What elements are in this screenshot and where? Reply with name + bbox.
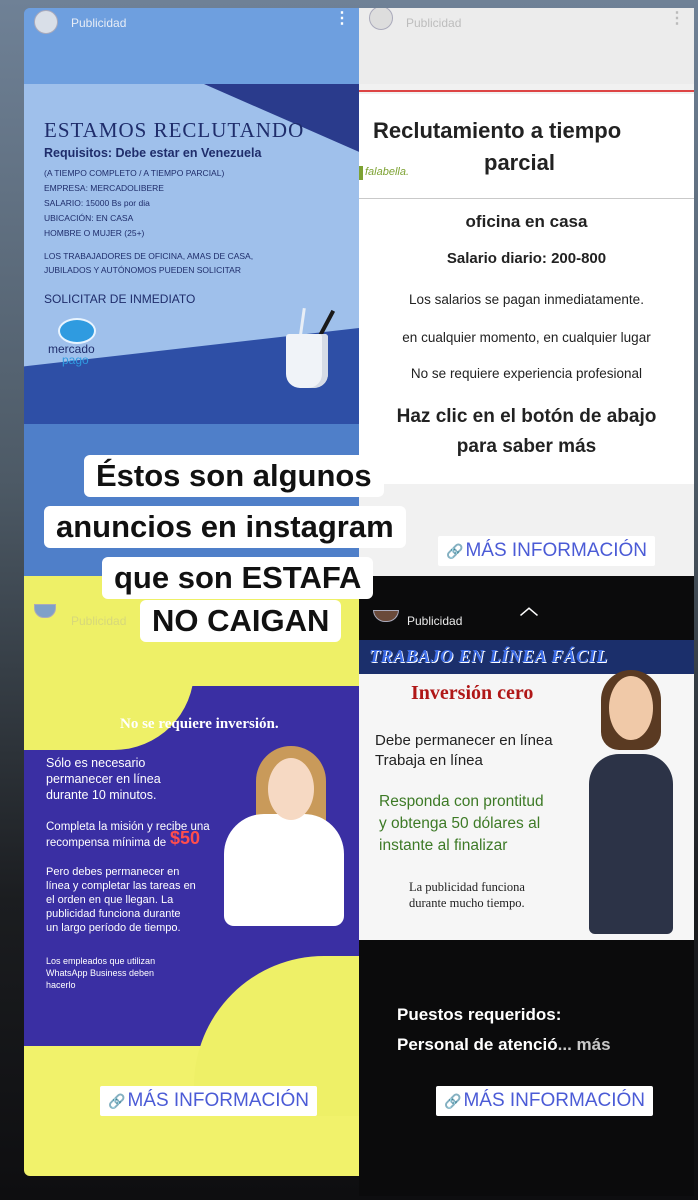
ad-text: línea y completar las tareas en: [46, 880, 196, 892]
cup-icon: [286, 334, 328, 388]
link-icon: 🔗: [108, 1093, 126, 1109]
ad-footer-area: [24, 424, 359, 576]
woman-face: [609, 676, 653, 740]
ad-text: Responda con prontitud: [379, 793, 544, 810]
ad-text: un largo período de tiempo.: [46, 922, 181, 934]
link-icon: 🔗: [446, 543, 464, 559]
woman-suit: [589, 754, 673, 934]
ad-title: ESTAMOS RECLUTANDO: [44, 118, 305, 142]
ad-detail-line: EMPRESA: MERCADOLIBERE: [44, 183, 164, 193]
ad-text: Debe permanecer en línea: [375, 732, 553, 749]
ad-text: publicidad funciona durante: [46, 908, 181, 920]
ad-text: Pero debes permanecer en: [46, 866, 180, 878]
ad-text: Los salarios se pagan inmediatamente.: [409, 292, 644, 307]
ad-text: durante 10 minutos.: [46, 788, 157, 802]
brand-logo: falabella.: [365, 166, 410, 178]
logo-word-top: mercado: [48, 342, 95, 356]
ad-text: Trabaja en línea: [375, 752, 483, 769]
logo-word-bottom: pago: [62, 353, 89, 367]
ad-text: y obtenga 50 dólares al: [379, 815, 541, 832]
ad-caption-line1: Puestos requeridos:: [397, 1005, 562, 1024]
woman-face: [268, 758, 314, 820]
mercadopago-logo: [48, 344, 95, 366]
ad-caption-text: Personal de atenció: [397, 1035, 558, 1054]
ad-detail-line: HOMBRE O MUJER (25+): [44, 228, 145, 238]
ad-detail-line: JUBILADOS Y AUTÓNOMOS PUEDEN SOLICITAR: [44, 265, 241, 275]
sponsored-label: Publicidad: [407, 614, 463, 628]
divider: [359, 90, 694, 92]
ad-headline: Inversión cero: [411, 682, 534, 704]
ad-detail-line: UBICACIÓN: EN CASA: [44, 213, 134, 223]
ad-panel-falabella[interactable]: [359, 8, 694, 576]
ad-text: permanecer en línea: [46, 772, 161, 786]
ad-footnote: hacerlo: [46, 980, 76, 990]
ad-caption-line2: [397, 1030, 611, 1060]
ad-title-line2: parcial: [484, 150, 555, 175]
caption-line-4: NO CAIGAN: [140, 600, 341, 642]
ad-text: recompensa mínima de: [46, 837, 167, 849]
advertiser-avatar[interactable]: [34, 10, 58, 34]
ad-cta-line2: para saber más: [456, 436, 597, 457]
ad-requirement: Requisitos: Debe estar en Venezuela: [44, 146, 262, 160]
ad-cta: Haz clic en el botón de abajo: [396, 406, 657, 427]
ad-detail-line: (A TIEMPO COMPLETO / A TIEMPO PARCIAL): [44, 168, 225, 178]
chevron-up-icon[interactable]: ︿: [520, 598, 538, 618]
ad-headline: No se requiere inversión.: [120, 716, 279, 732]
ad-salary: Salario diario: 200-800: [446, 250, 607, 267]
ad-footnote: Los empleados que utilizan: [46, 956, 156, 966]
ad-text: durante mucho tiempo.: [409, 896, 525, 910]
reward-amount: $50: [170, 828, 201, 848]
brand-mark: [359, 166, 363, 180]
sponsored-label: Publicidad: [71, 16, 127, 30]
link-icon: 🔗: [444, 1093, 462, 1109]
more-info-button[interactable]: [436, 1086, 653, 1116]
ad-subtitle: oficina en casa: [465, 212, 588, 231]
ad-text: La publicidad funciona: [409, 880, 525, 894]
more-options-icon[interactable]: ⋮: [334, 10, 350, 27]
more-info-button[interactable]: [100, 1086, 317, 1116]
ad-text: el orden en que llegan. La: [46, 894, 174, 906]
mercadopago-handshake-icon: [58, 318, 96, 344]
ad-text: en cualquier momento, en cualquier lugar: [402, 330, 651, 345]
ad-detail-line: LOS TRABAJADORES DE OFICINA, AMAS DE CASA,: [44, 251, 254, 261]
ad-apply-text: SOLICITAR DE INMEDIATO: [44, 292, 196, 306]
ad-text: Completa la misión y recibe una: [46, 821, 210, 833]
woman-body: [224, 814, 344, 926]
more-info-label: MÁS INFORMACIÓN: [463, 1090, 645, 1111]
caption-line-2: anuncios en instagram: [44, 506, 406, 548]
more-info-label: MÁS INFORMACIÓN: [127, 1090, 309, 1111]
more-info-label: MÁS INFORMACIÓN: [465, 540, 647, 561]
sponsored-label: Publicidad: [406, 16, 462, 30]
ad-caption: [397, 1000, 611, 1060]
see-more-link[interactable]: ... más: [557, 1035, 611, 1054]
ad-detail-line: SALARIO: 15000 Bs por dia: [44, 198, 150, 208]
ad-banner-title: TRABAJO EN LÍNEA FÁCIL: [369, 646, 608, 666]
divider: [359, 198, 694, 199]
ad-text: No se requiere experiencia profesional: [410, 366, 643, 381]
ad-text: Sólo es necesario: [46, 756, 146, 770]
sponsored-label: Publicidad: [71, 614, 127, 628]
more-info-button[interactable]: [438, 536, 655, 566]
caption-line-3: que son ESTAFA: [102, 557, 373, 599]
ad-title: Reclutamiento a tiempo: [373, 118, 622, 143]
caption-line-1: Éstos son algunos: [84, 455, 384, 497]
more-options-icon[interactable]: ⋮: [669, 10, 685, 27]
ad-text: instante al finalizar: [379, 837, 508, 854]
ad-footnote: WhatsApp Business deben: [46, 968, 155, 978]
